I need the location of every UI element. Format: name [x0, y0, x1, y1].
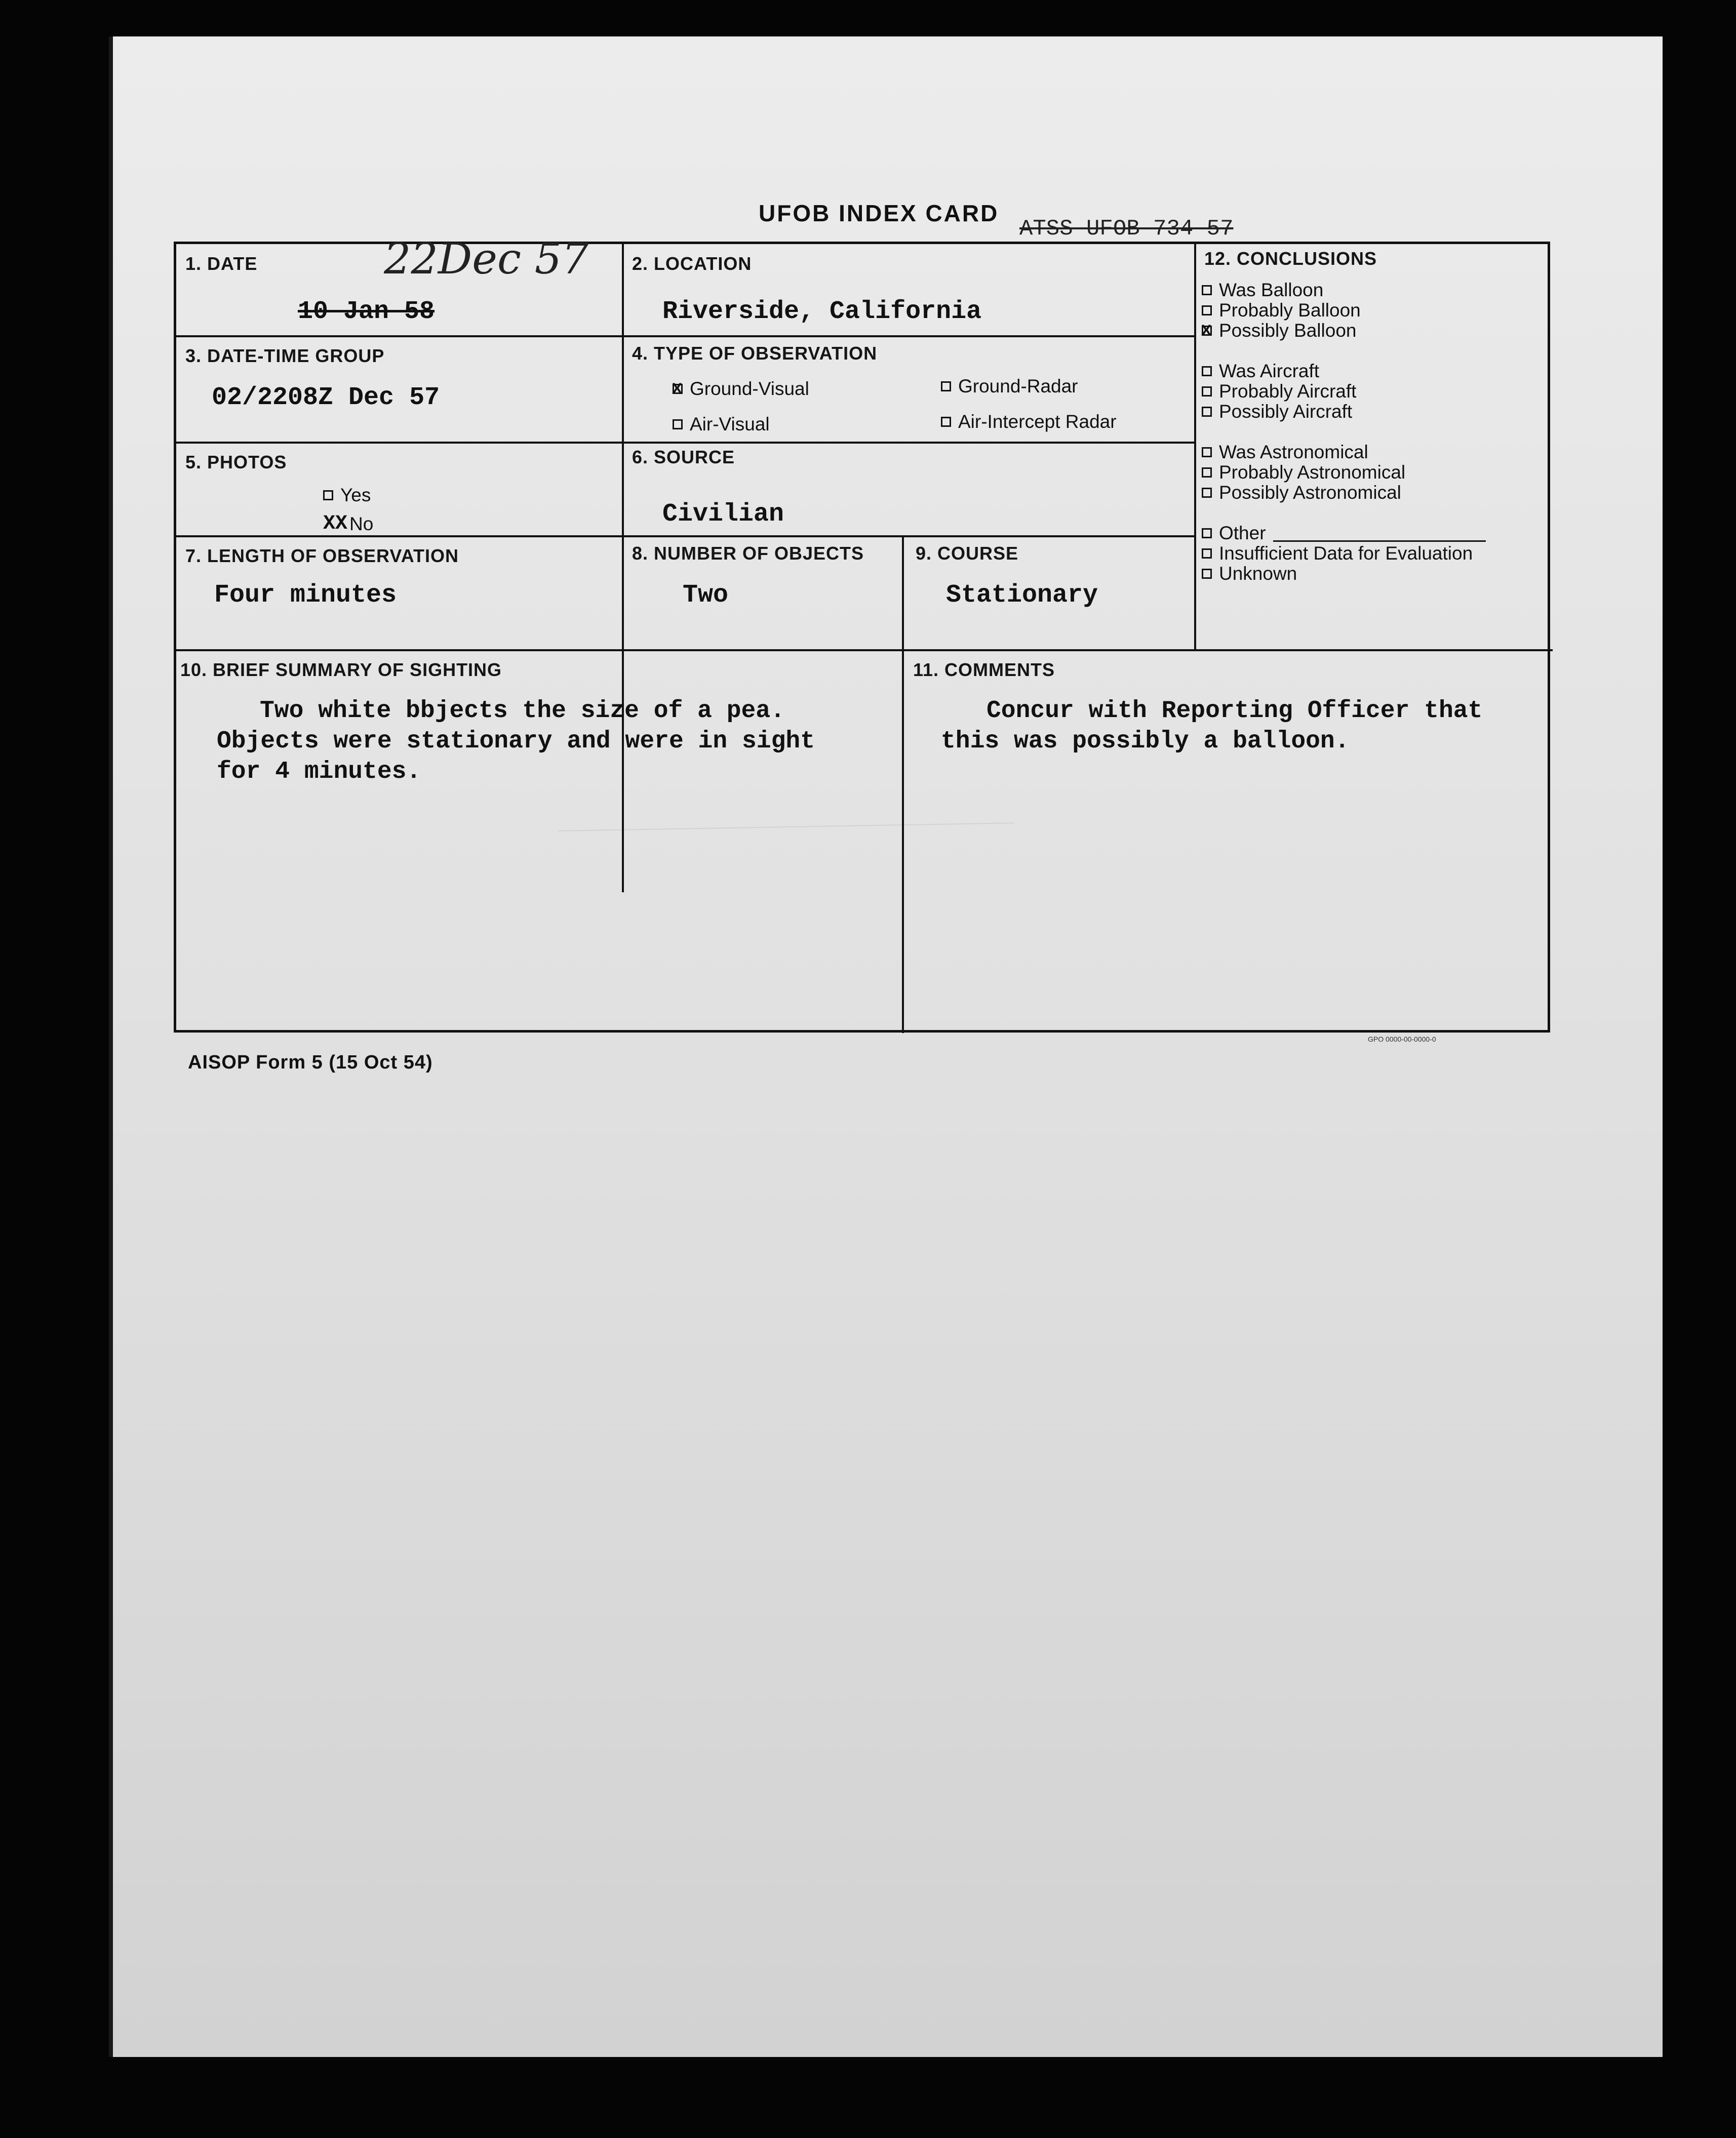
checkbox-icon	[1202, 488, 1212, 498]
photos-label: 5. PHOTOS	[185, 452, 287, 472]
date-time-group-value: 02/2208Z Dec 57	[212, 383, 440, 412]
divider	[176, 535, 1194, 537]
checkbox-icon	[1202, 528, 1212, 538]
summary-line: Objects were stationary and were in sight	[217, 728, 815, 755]
option-air-visual[interactable]: Air-Visual	[673, 414, 770, 435]
conclusion-probably-astronomical[interactable]: Probably Astronomical	[1202, 462, 1405, 483]
date-time-group-label: 3. DATE-TIME GROUP	[185, 345, 385, 366]
conclusion-other[interactable]: Other	[1202, 523, 1486, 544]
checkbox-icon	[1202, 366, 1212, 376]
option-air-intercept-radar[interactable]: Air-Intercept Radar	[941, 411, 1117, 432]
conclusion-possibly-aircraft[interactable]: Possibly Aircraft	[1202, 401, 1352, 422]
checkbox-icon	[1202, 407, 1212, 417]
form-identifier: AISOP Form 5 (15 Oct 54)	[188, 1052, 433, 1073]
checkbox-icon	[1202, 305, 1212, 315]
conclusion-was-aircraft[interactable]: Was Aircraft	[1202, 361, 1319, 382]
date-handwritten: 22Dec 57	[384, 234, 589, 284]
conclusions-label: 12. CONCLUSIONS	[1204, 248, 1377, 269]
checkbox-icon	[1202, 467, 1212, 478]
index-card-grid	[174, 234, 1550, 1033]
divider	[176, 649, 1553, 651]
checkbox-icon	[941, 381, 951, 391]
conclusion-possibly-balloon[interactable]: X Possibly Balloon	[1202, 320, 1356, 341]
checkbox-icon	[941, 417, 951, 427]
divider	[622, 244, 624, 892]
divider	[176, 335, 1194, 337]
divider	[176, 442, 1194, 444]
conclusion-probably-aircraft[interactable]: Probably Aircraft	[1202, 381, 1356, 402]
location-value: Riverside, California	[662, 297, 982, 326]
divider	[1194, 244, 1196, 649]
document-sheet	[109, 36, 1663, 2057]
other-blank-line	[1273, 525, 1486, 542]
checkbox-icon	[1202, 569, 1212, 579]
date-struck-value: 10 Jan 58	[298, 297, 435, 326]
length-value: Four minutes	[214, 581, 397, 610]
photos-no[interactable]: XX No	[323, 512, 374, 535]
checkbox-icon	[1202, 386, 1212, 397]
date-label: 1. DATE	[185, 253, 258, 274]
checkbox-icon	[1202, 285, 1212, 295]
divider	[902, 649, 904, 1033]
photos-yes[interactable]: Yes	[323, 485, 371, 506]
reference-number: ATSS-UFOB-734-57	[1019, 216, 1234, 242]
source-label: 6. SOURCE	[632, 447, 735, 467]
conclusion-possibly-astronomical[interactable]: Possibly Astronomical	[1202, 482, 1401, 503]
observation-type-label: 4. TYPE OF OBSERVATION	[632, 343, 878, 364]
comments-line: this was possibly a balloon.	[941, 728, 1350, 755]
summary-line: Two white bbjects the size of a pea.	[260, 697, 785, 725]
photos-no-mark: XX	[323, 512, 348, 535]
conclusion-unknown[interactable]: Unknown	[1202, 563, 1297, 584]
number-of-objects-value: Two	[683, 581, 729, 610]
checkbox-icon	[323, 490, 333, 500]
source-value: Civilian	[662, 500, 784, 529]
course-value: Stationary	[946, 581, 1098, 610]
printer-mark: GPO 0000-00-0000-0	[1368, 1035, 1436, 1043]
checkbox-checked-icon	[673, 384, 683, 394]
summary-label: 10. BRIEF SUMMARY OF SIGHTING	[180, 659, 502, 680]
course-label: 9. COURSE	[916, 543, 1019, 564]
checkbox-icon	[673, 419, 683, 429]
comments-label: 11. COMMENTS	[913, 659, 1055, 680]
conclusion-probably-balloon[interactable]: Probably Balloon	[1202, 300, 1361, 321]
checkbox-icon	[1202, 548, 1212, 559]
number-of-objects-label: 8. NUMBER OF OBJECTS	[632, 543, 864, 564]
card-title: UFOB INDEX CARD	[759, 200, 999, 226]
checkbox-icon	[1202, 447, 1212, 457]
conclusion-was-astronomical[interactable]: Was Astronomical	[1202, 442, 1368, 463]
checkbox-checked-icon	[1202, 326, 1212, 336]
option-ground-visual[interactable]: X Ground-Visual	[673, 378, 809, 400]
option-ground-radar[interactable]: Ground-Radar	[941, 376, 1078, 397]
length-label: 7. LENGTH OF OBSERVATION	[185, 545, 459, 566]
conclusion-was-balloon[interactable]: Was Balloon	[1202, 280, 1323, 301]
location-label: 2. LOCATION	[632, 253, 752, 274]
conclusion-insufficient-data[interactable]: Insufficient Data for Evaluation	[1202, 543, 1473, 564]
comments-line: Concur with Reporting Officer that	[987, 697, 1483, 725]
summary-line: for 4 minutes.	[217, 758, 421, 785]
